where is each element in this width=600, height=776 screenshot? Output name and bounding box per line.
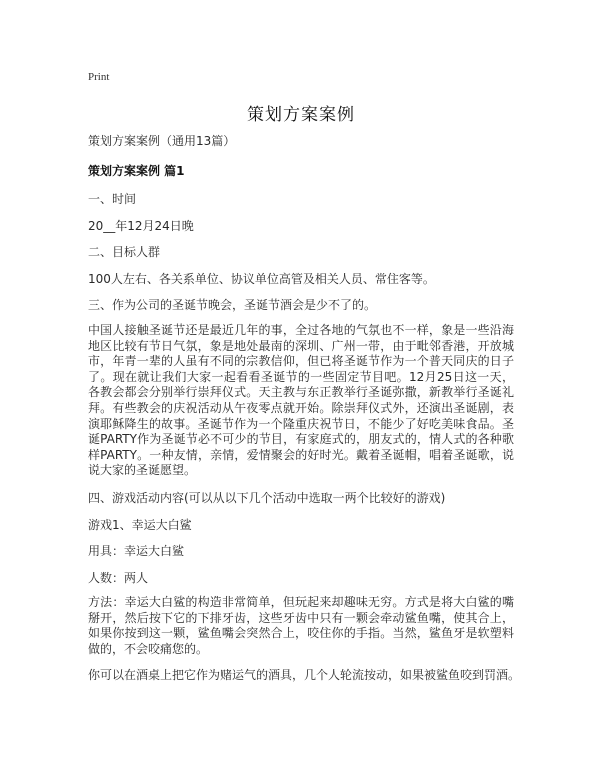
page-title: 策划方案案例 [247,105,355,125]
document-subtitle: 策划方案案例（通用13篇） [88,134,236,148]
christmas-paragraph: 中国人接触圣诞节还是最近几年的事，全过各地的气氛也不一样，象是一些沿海地区比较有节日气氛，象是地处最南的深圳、广州一带，由于毗邻香港，开放城市，年青一辈的人虽有不同的宗教信仰，但已将圣诞节作为一个普天同庆的日子了。现在就让我们大家一起看看圣诞节的一些固定节目吧。12月25日这一天，各教会都会分别举行崇拜仪式。天主教与东正教举行圣诞弥撒，新教举行圣诞礼拜。有些教会的庆祝活动从午夜零点就开始。除崇拜仪式外，还演出圣诞剧，表演耶稣降生的故事。圣诞节作为一个隆重庆祝节日，不能少了好吃美味食品。圣诞PARTY作为圣诞节必不可少的节目，有家庭式的，朋友式的，情人式的各种歌样PARTY。一种友情，亲情，爱情聚会的好时光。戴着圣诞帽，唱着圣诞歌，说说大家的圣诞愿望。 [88,323,514,478]
heading-game-activities: 四、游戏活动内容(可以从以下几个活动中选取一两个比较好的游戏) [88,491,446,505]
heading-christmas-party: 三、作为公司的圣诞节晚会，圣诞节酒会是少不了的。 [88,298,377,312]
game-1-players: 人数：两人 [88,571,149,585]
heading-target-audience: 二、目标人群 [88,245,161,259]
game-1-title: 游戏1、幸运大白鲨 [88,518,192,532]
time-value: 20__年12月24日晚 [88,219,194,233]
heading-time: 一、时间 [88,192,137,206]
game-1-equipment: 用具：幸运大白鲨 [88,544,185,558]
game-1-method: 方法：幸运大白鲨的构造非常简单，但玩起来却趣味无穷。方式是将大白鲨的嘴掰开，然后按下它的下排牙齿，这些牙齿中只有一颗会牵动鲨鱼嘴，使其合上，如果你按到这一颗，鲨鱼嘴会突然合上，咬住你的手指。当然，鲨鱼牙是软塑料做的，不会咬痛您的。 [88,595,514,656]
target-audience-value: 100人左右、各关系单位、协议单位高管及相关人员、常住客等。 [88,272,435,286]
print-label: Print [88,71,110,83]
game-1-drinking-note: 你可以在酒桌上把它作为赌运气的酒具，几个人轮流按动，如果被鲨鱼咬到罚酒。 [88,668,521,682]
section-heading: 策划方案案例 篇1 [88,164,185,178]
